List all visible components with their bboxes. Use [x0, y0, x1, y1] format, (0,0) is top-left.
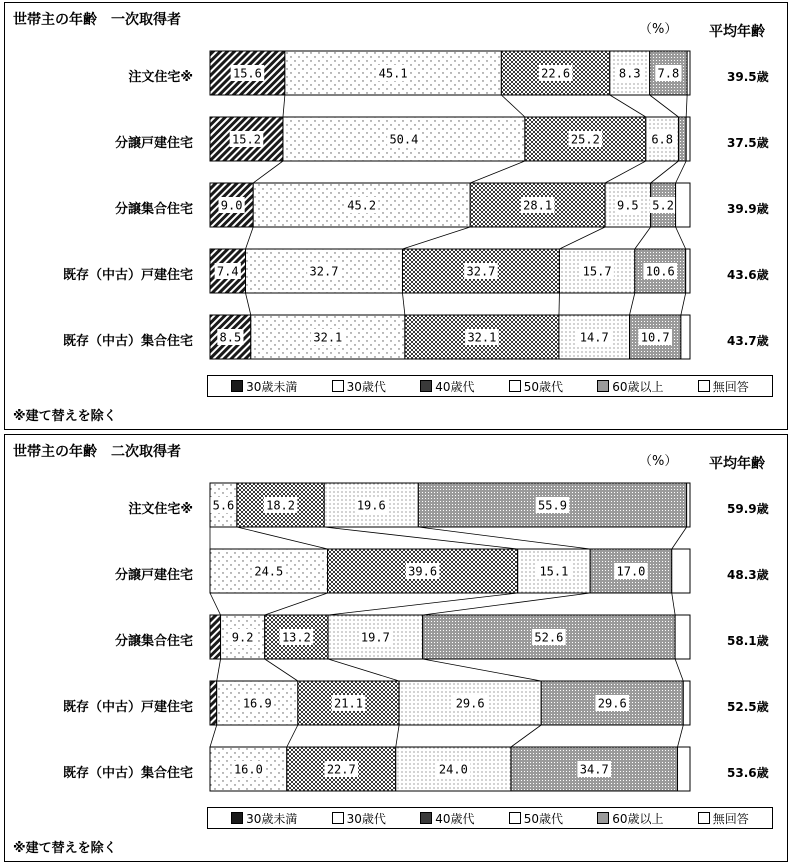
- legend-label: 40歳代: [435, 379, 475, 394]
- connector-line: [418, 527, 590, 549]
- data-label: 15.2: [232, 132, 261, 147]
- bar-segment: [672, 549, 690, 593]
- legend-swatch-40s: [420, 812, 432, 824]
- data-label: 6.8: [651, 132, 674, 147]
- connector-line: [402, 227, 470, 249]
- category-label: 注文住宅※: [128, 502, 193, 517]
- category-label: 注文住宅※: [128, 70, 193, 85]
- legend-swatch-40s: [420, 380, 432, 392]
- connector-line: [265, 593, 328, 615]
- legend-label: 40歳代: [435, 811, 475, 826]
- data-label: 15.6: [232, 66, 262, 81]
- data-label: 25.2: [570, 132, 600, 147]
- chart-panel-first-time-buyers: [4, 2, 788, 430]
- legend-swatch-30s: [332, 812, 344, 824]
- connector-line: [265, 659, 298, 681]
- data-label: 34.7: [579, 762, 609, 777]
- bar-segment: [210, 681, 217, 725]
- data-label: 22.6: [541, 66, 571, 81]
- legend-item: [597, 810, 663, 827]
- footnote: ※建て替えを除く: [13, 409, 117, 424]
- data-label: 22.7: [326, 762, 356, 777]
- category-label: 既存（中古）戸建住宅: [62, 700, 193, 715]
- legend: [207, 807, 773, 829]
- data-label: 8.3: [618, 66, 641, 81]
- category-label: 分譲戸建住宅: [114, 568, 193, 583]
- bar-segment: [675, 615, 690, 659]
- connector-line: [681, 293, 686, 315]
- data-label: 7.8: [657, 66, 680, 81]
- bar-segment: [210, 615, 221, 659]
- connector-line: [678, 725, 684, 747]
- data-label: 29.6: [455, 696, 485, 711]
- legend-label: 無回答: [712, 379, 749, 394]
- connector-line: [328, 593, 518, 615]
- bar-segment: [676, 183, 690, 227]
- category-label: 既存（中古）集合住宅: [62, 334, 193, 349]
- stacked-bar-chart: [5, 3, 787, 429]
- unit-label: （%）: [639, 454, 678, 469]
- data-label: 9.2: [231, 630, 254, 645]
- connector-line: [402, 293, 404, 315]
- bar-segment: [678, 747, 690, 791]
- data-label: 17.0: [616, 564, 646, 579]
- data-label: 5.6: [212, 498, 235, 513]
- connector-line: [217, 659, 221, 681]
- chart-title: 世帯主の年齢 二次取得者: [13, 444, 181, 460]
- data-label: 32.1: [313, 330, 343, 345]
- average-age-value: 39.9歳: [727, 202, 769, 216]
- bar-segment: [687, 483, 690, 527]
- legend-swatch-under30: [231, 380, 243, 392]
- legend-label: 無回答: [712, 811, 749, 826]
- bar-segment: [678, 117, 686, 161]
- connector-line: [287, 725, 298, 747]
- data-label: 45.2: [347, 198, 377, 213]
- legend-item: [231, 810, 297, 827]
- data-label: 15.1: [539, 564, 569, 579]
- connector-line: [511, 725, 541, 747]
- connector-line: [686, 95, 687, 117]
- data-label: 16.0: [233, 762, 263, 777]
- connector-line: [605, 161, 646, 183]
- legend-item: [509, 810, 563, 827]
- legend-label: 60歳以上: [612, 811, 664, 826]
- connector-line: [324, 527, 517, 549]
- data-label: 5.2: [652, 198, 674, 213]
- connector-line: [470, 161, 525, 183]
- connector-line: [676, 227, 686, 249]
- legend-swatch-no-answer: [698, 380, 710, 392]
- connector-line: [676, 161, 687, 183]
- legend-item: [698, 378, 749, 395]
- average-age-header: 平均年齢: [709, 24, 765, 40]
- bar-segment: [686, 249, 690, 293]
- bar-segment: [686, 117, 690, 161]
- data-label: 13.2: [281, 630, 311, 645]
- legend-swatch-30s: [332, 380, 344, 392]
- legend-item: [332, 810, 386, 827]
- data-label: 24.5: [254, 564, 284, 579]
- connector-line: [283, 95, 285, 117]
- legend-label: 30歳代: [346, 811, 386, 826]
- bar-segment: [687, 51, 690, 95]
- legend-label: 60歳以上: [612, 379, 664, 394]
- connector-line: [651, 161, 679, 183]
- chart-panel-repeat-buyers: [4, 434, 788, 862]
- data-label: 28.1: [523, 198, 553, 213]
- legend-swatch-60plus: [597, 812, 609, 824]
- legend-item: [332, 378, 386, 395]
- data-label: 15.7: [582, 264, 612, 279]
- average-age-value: 39.5歳: [727, 70, 769, 84]
- legend-swatch-under30: [231, 812, 243, 824]
- connector-line: [635, 227, 651, 249]
- data-label: 55.9: [538, 498, 567, 513]
- connector-line: [210, 593, 221, 615]
- average-age-value: 59.9歳: [727, 502, 769, 516]
- connector-line: [423, 659, 542, 681]
- data-label: 32.7: [466, 264, 496, 279]
- data-label: 19.6: [356, 498, 386, 513]
- average-age-value: 37.5歳: [727, 136, 769, 150]
- data-label: 7.4: [216, 264, 239, 279]
- connector-line: [253, 161, 283, 183]
- legend-swatch-60plus: [597, 380, 609, 392]
- connector-line: [246, 293, 251, 315]
- category-label: 既存（中古）戸建住宅: [62, 268, 193, 283]
- legend-swatch-no-answer: [698, 812, 710, 824]
- connector-line: [675, 659, 683, 681]
- legend-label: 30歳代: [346, 379, 386, 394]
- data-label: 8.5: [219, 330, 242, 345]
- legend-item: [420, 378, 474, 395]
- footnote: ※建て替えを除く: [13, 841, 117, 856]
- category-label: 既存（中古）集合住宅: [62, 766, 193, 781]
- data-label: 21.1: [334, 696, 363, 711]
- unit-label: （%）: [639, 22, 678, 37]
- stacked-bar-chart: [5, 435, 787, 861]
- data-label: 39.6: [408, 564, 438, 579]
- data-label: 10.7: [640, 330, 670, 345]
- data-label: 32.1: [467, 330, 497, 345]
- legend-item: [698, 810, 749, 827]
- legend-item: [420, 810, 474, 827]
- legend: [207, 375, 773, 397]
- legend-swatch-50s: [509, 812, 521, 824]
- data-label: 18.2: [266, 498, 296, 513]
- category-label: 分譲集合住宅: [114, 202, 193, 217]
- data-label: 50.4: [389, 132, 419, 147]
- connector-line: [246, 227, 254, 249]
- legend-swatch-50s: [509, 380, 521, 392]
- data-label: 19.7: [360, 630, 390, 645]
- average-age-value: 43.6歳: [727, 268, 769, 282]
- data-label: 24.0: [438, 762, 468, 777]
- data-label: 29.6: [597, 696, 627, 711]
- data-label: 14.7: [579, 330, 609, 345]
- connector-line: [650, 95, 679, 117]
- average-age-value: 58.1歳: [727, 634, 769, 648]
- data-label: 9.5: [616, 198, 639, 213]
- average-age-value: 43.7歳: [727, 334, 769, 348]
- category-label: 分譲戸建住宅: [114, 136, 193, 151]
- connector-line: [559, 227, 605, 249]
- legend-label: 50歳代: [523, 379, 563, 394]
- data-label: 32.7: [309, 264, 339, 279]
- data-label: 52.6: [534, 630, 564, 645]
- legend-item: [231, 378, 297, 395]
- legend-label: 50歳代: [523, 811, 563, 826]
- connector-line: [396, 725, 399, 747]
- average-age-value: 53.6歳: [727, 766, 769, 780]
- average-age-value: 48.3歳: [727, 568, 769, 582]
- data-label: 16.9: [242, 696, 272, 711]
- category-label: 分譲集合住宅: [114, 634, 193, 649]
- connector-line: [210, 725, 217, 747]
- connector-line: [328, 659, 399, 681]
- bar-segment: [683, 681, 690, 725]
- average-age-value: 52.5歳: [727, 700, 769, 714]
- chart-title: 世帯主の年齢 一次取得者: [13, 12, 181, 28]
- data-label: 45.1: [378, 66, 408, 81]
- average-age-header: 平均年齢: [709, 456, 765, 472]
- connector-line: [672, 593, 675, 615]
- connector-line: [630, 293, 635, 315]
- connector-line: [672, 527, 687, 549]
- connector-line: [237, 527, 328, 549]
- connector-line: [501, 95, 525, 117]
- data-label: 10.6: [645, 264, 675, 279]
- legend-item: [597, 378, 663, 395]
- bar-segment: [681, 315, 690, 359]
- connector-line: [610, 95, 646, 117]
- data-label: 9.0: [220, 198, 243, 213]
- legend-label: 30歳未満: [246, 379, 298, 394]
- connector-line: [423, 593, 591, 615]
- legend-item: [509, 378, 563, 395]
- legend-label: 30歳未満: [246, 811, 298, 826]
